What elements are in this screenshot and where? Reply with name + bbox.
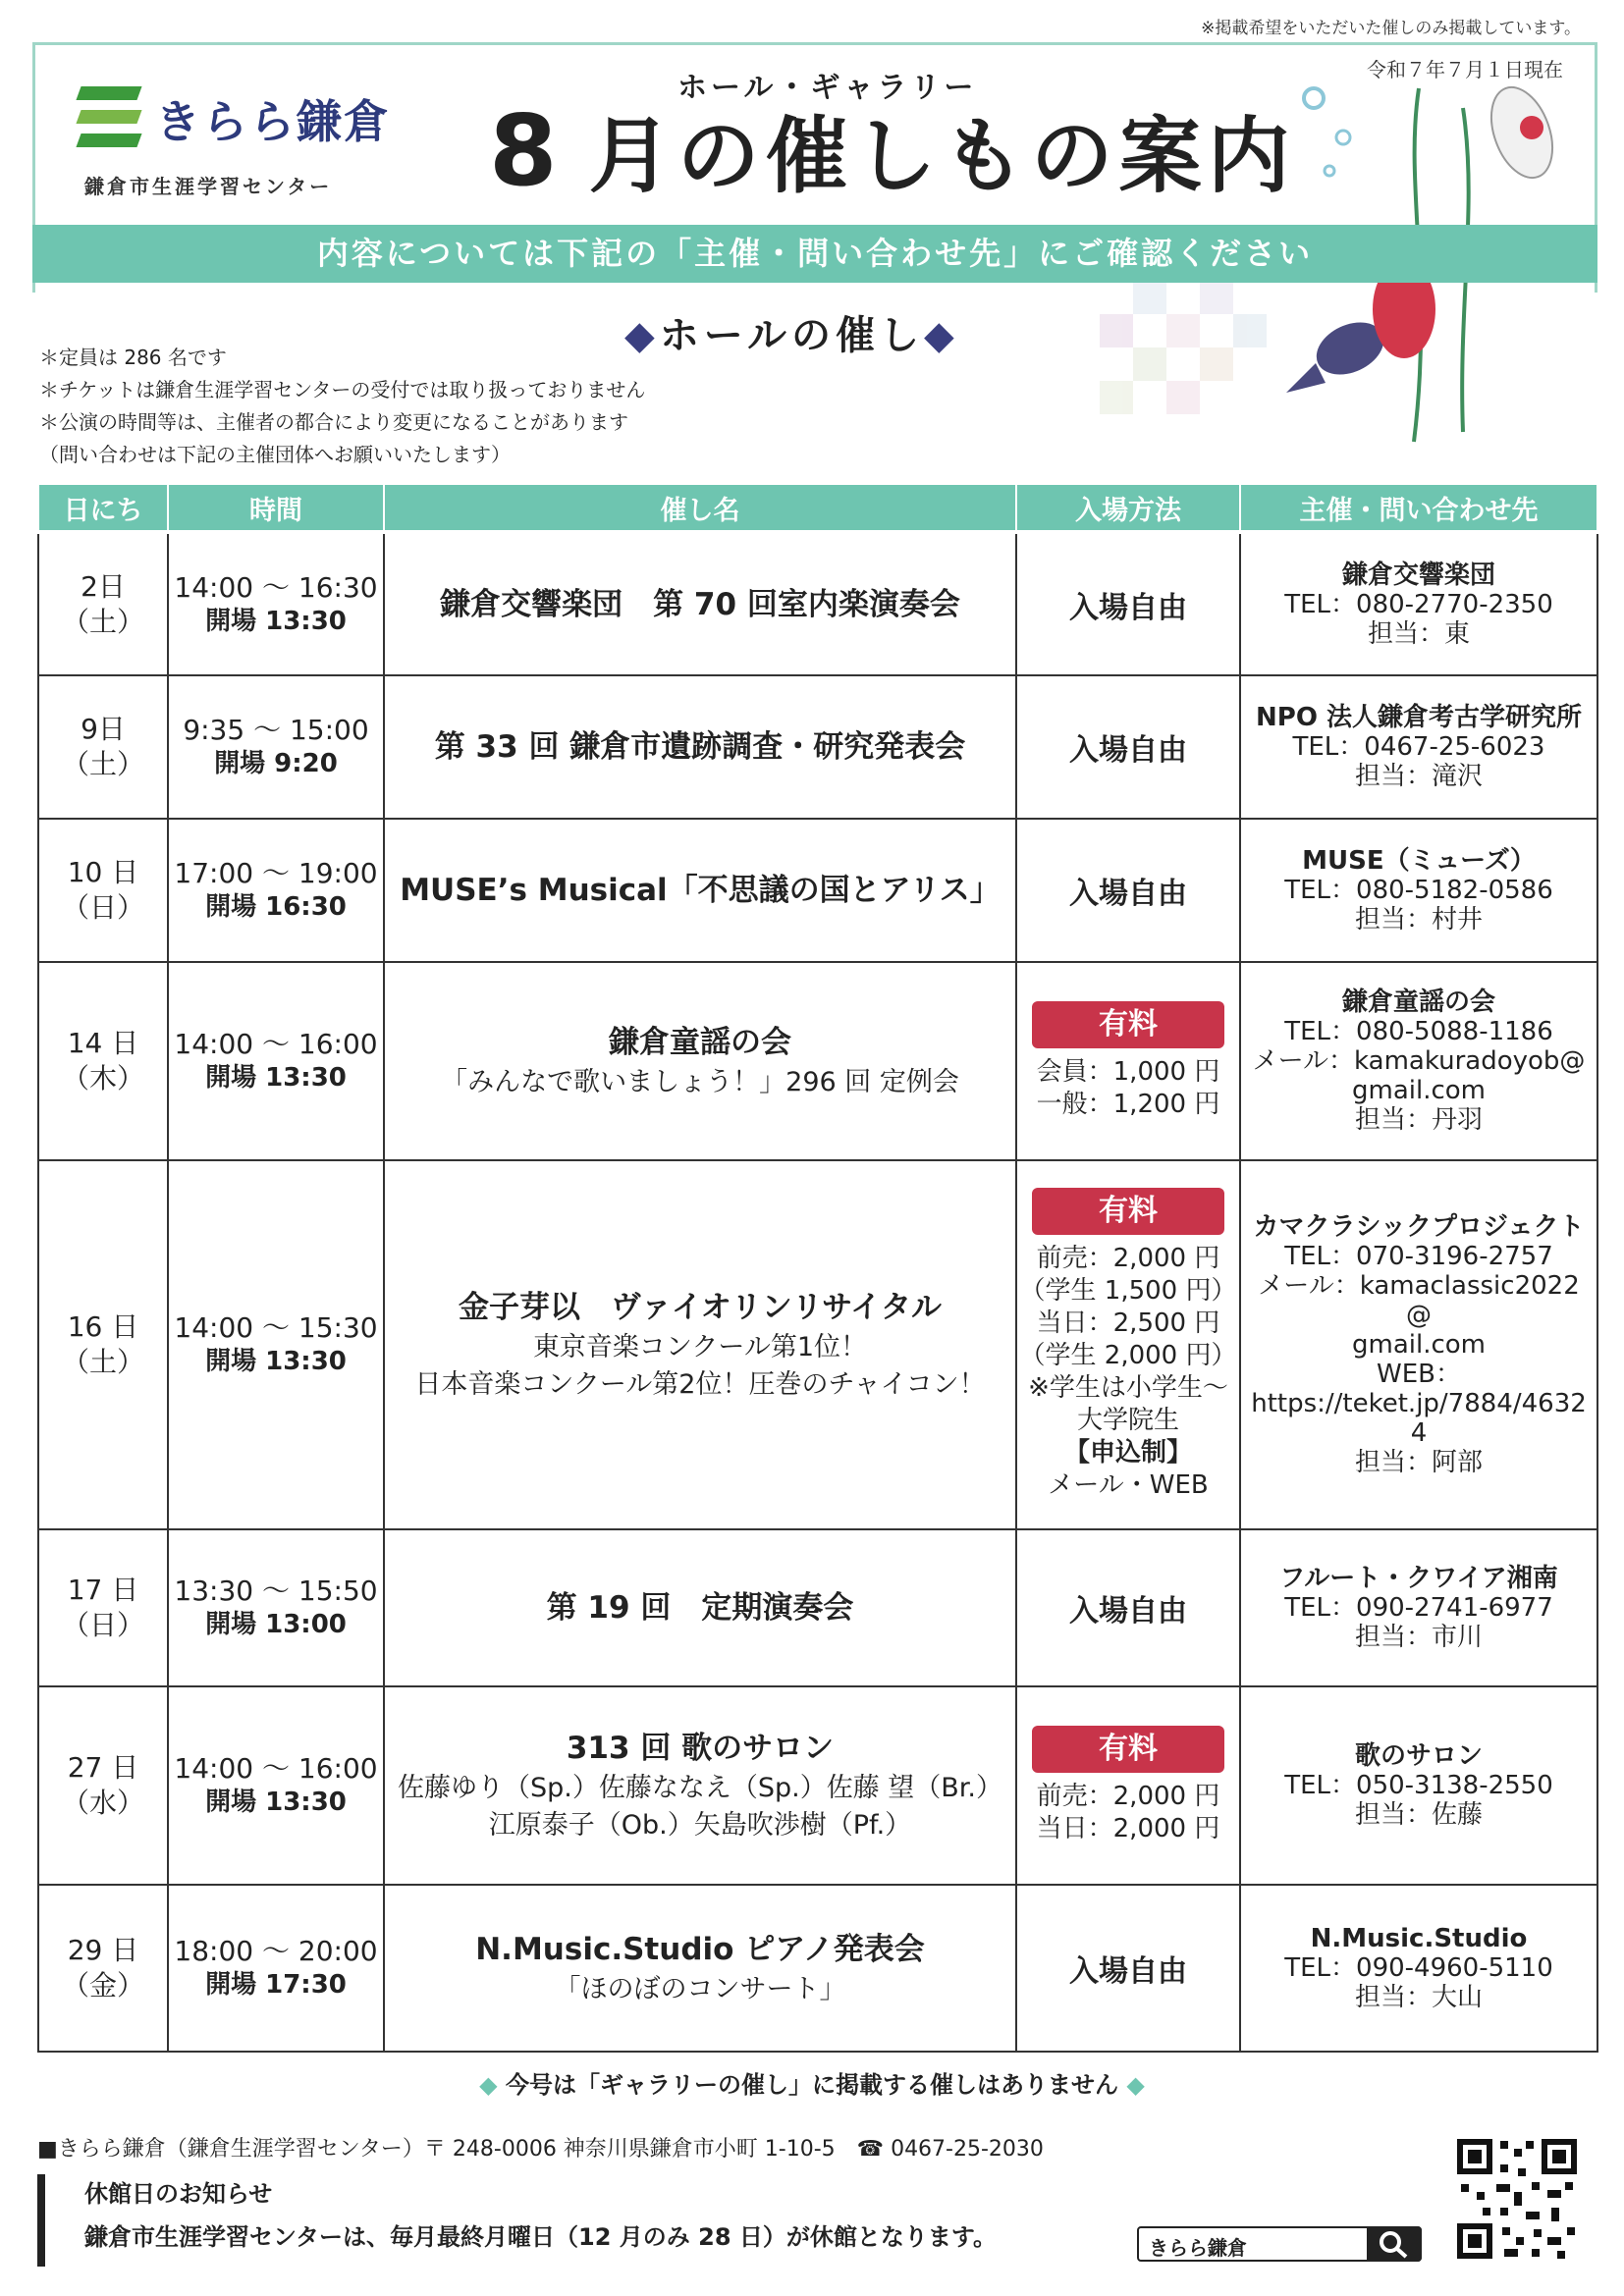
table-row	[38, 819, 1597, 962]
logo-mark-icon	[79, 86, 139, 147]
date-day: 14 日	[67, 1027, 139, 1059]
price-line: （学生 2,000 円）	[1019, 1341, 1237, 1370]
price-line: 一般：1,200 円	[1036, 1090, 1220, 1119]
price-line: ※学生は小学生～	[1028, 1373, 1228, 1403]
events-table	[37, 485, 1598, 2053]
table-row	[38, 962, 1597, 1160]
organizer-contact: TEL：090-4960-5110	[1284, 1953, 1553, 1983]
event-title: 第 19 回 定期演奏会	[546, 1590, 854, 1626]
date-cell	[38, 1686, 168, 1885]
organizer-contact: TEL：070-3196-2757	[1284, 1242, 1553, 1271]
time-cell	[168, 675, 384, 819]
doors-open-time: 開場 13:30	[205, 606, 347, 636]
date-weekday: （日）	[61, 1609, 144, 1641]
note-item: ＊公演の時間等は、主催者の都合により変更になることがあります	[39, 410, 628, 434]
organizer-contact: 担当：村井	[1354, 905, 1483, 934]
organizer-name: MUSE（ミューズ）	[1302, 846, 1536, 876]
event-title: 鎌倉童謡の会	[609, 1025, 791, 1060]
search-box	[1137, 2226, 1422, 2262]
organizer-contact: 担当：大山	[1354, 1983, 1483, 2012]
organizer-contact: TEL：0467-25-6023	[1292, 732, 1545, 762]
closed-days-title: 休館日のお知らせ	[84, 2180, 273, 2208]
paid-badge: 有料	[1032, 1001, 1224, 1048]
column-header-time: 時間	[168, 485, 384, 532]
organizer-contact: 担当：阿部	[1354, 1448, 1483, 1477]
organizer-name: N.Music.Studio	[1310, 1924, 1528, 1953]
table-header-row	[38, 485, 1597, 532]
time-range: 18:00 ～ 20:00	[174, 1935, 378, 1967]
admission-cell	[1016, 962, 1240, 1160]
qr-code	[1453, 2135, 1581, 2263]
free-admission: 入場自由	[1069, 590, 1187, 625]
organizer-contact: 担当：滝沢	[1354, 762, 1483, 791]
event-title: N.Music.Studio ピアノ発表会	[475, 1932, 925, 1967]
event-subtitle: 「ほのぼのコンサート」	[554, 1974, 846, 2004]
organizer-name: NPO 法人鎌倉考古学研究所	[1256, 703, 1582, 732]
doors-open-time: 開場 13:00	[205, 1610, 347, 1639]
organizer-cell	[1240, 675, 1597, 819]
closed-days-notice	[37, 2174, 1068, 2267]
admission-cell	[1016, 1686, 1240, 1885]
event-title: 第 33 回 鎌倉市遺跡調査・研究発表会	[434, 729, 966, 765]
organizer-cell	[1240, 962, 1597, 1160]
event-subtitle: 江原泰子（Ob.）矢島吹渉樹（Pf.）	[488, 1810, 912, 1841]
admission-cell	[1016, 532, 1240, 675]
date-weekday: （日）	[61, 891, 144, 924]
doors-open-time: 開場 16:30	[205, 892, 347, 922]
organizer-name: 歌のサロン	[1354, 1741, 1483, 1771]
organizer-contact: 担当：市川	[1354, 1623, 1483, 1652]
organizer-contact: gmail.com	[1351, 1330, 1486, 1360]
column-header-event: 催し名	[384, 485, 1016, 532]
date-day: 2日	[81, 569, 126, 603]
organizer-name: 鎌倉交響楽団	[1341, 560, 1495, 590]
page-title-month: 8	[489, 93, 564, 208]
event-title: 313 回 歌のサロン	[566, 1731, 835, 1766]
admission-cell	[1016, 675, 1240, 819]
organizer-contact: WEB：	[1377, 1360, 1461, 1389]
date-cell	[38, 962, 168, 1160]
event-cell	[384, 1529, 1016, 1686]
organizer-contact: TEL：050-3138-2550	[1284, 1771, 1553, 1800]
price-line: 当日：2,500 円	[1036, 1308, 1220, 1338]
price-line: （学生 1,500 円）	[1019, 1276, 1237, 1306]
time-cell	[168, 1160, 384, 1529]
time-range: 14:00 ～ 16:30	[174, 570, 378, 604]
price-line: 前売：2,000 円	[1036, 1244, 1220, 1273]
notes	[39, 342, 645, 471]
doors-open-time: 開場 17:30	[205, 1970, 347, 2000]
date-day: 27 日	[67, 1751, 139, 1784]
no-gallery-notice: ◆ 今号は「ギャラリーの催し」に掲載する催しはありません ◆	[479, 2071, 1145, 2099]
closed-days-text: 鎌倉市生涯学習センターは、毎月最終月曜日（12 月のみ 28 日）が休館となります。	[84, 2223, 997, 2251]
event-cell	[384, 962, 1016, 1160]
organizer-cell	[1240, 1885, 1597, 2052]
logo-subtitle: 鎌倉市生涯学習センター	[84, 175, 333, 198]
time-range: 17:00 ～ 19:00	[174, 857, 378, 889]
time-range: 9:35 ～ 15:00	[183, 714, 369, 746]
time-range: 14:00 ～ 16:00	[174, 1752, 378, 1785]
date-weekday: （土）	[61, 748, 144, 780]
table-row	[38, 1529, 1597, 1686]
date-day: 10 日	[67, 856, 139, 888]
organizer-name: フルート・クワイア湘南	[1279, 1564, 1558, 1593]
top-note: ※掲載希望をいただいた催しのみ掲載しています。	[1201, 19, 1581, 38]
table-row	[38, 1160, 1597, 1529]
event-subtitle: 佐藤ゆり（Sp.）佐藤ななえ（Sp.）佐藤 望（Br.）	[397, 1773, 1003, 1803]
date-day: 29 日	[67, 1934, 139, 1966]
logo	[79, 86, 391, 198]
column-header-admission: 入場方法	[1016, 485, 1240, 532]
table-row	[38, 1686, 1597, 1885]
date-weekday: （金）	[61, 1969, 144, 2002]
event-cell	[384, 1160, 1016, 1529]
date-cell	[38, 1160, 168, 1529]
date-day: 17 日	[67, 1574, 139, 1606]
organizer-contact: TEL：080-2770-2350	[1284, 589, 1553, 619]
section-title-text: ホールの催し	[659, 313, 924, 358]
date-day: 16 日	[67, 1310, 139, 1343]
no-gallery-text: 今号は「ギャラリーの催し」に掲載する催しはありません	[506, 2071, 1118, 2099]
free-admission: 入場自由	[1069, 733, 1187, 768]
date-weekday: （土）	[61, 1346, 144, 1378]
organizer-contact: https://teket.jp/7884/46324	[1251, 1389, 1587, 1448]
doors-open-time: 開場 13:30	[205, 1788, 347, 1817]
price-line: メール・WEB	[1048, 1470, 1209, 1500]
note-item: ＊定員は 286 名です	[39, 346, 227, 369]
address: ■きらら鎌倉（鎌倉生涯学習センター）〒 248-0006 神奈川県鎌倉市小町 1-10-5 ☎ 0467-25-2030	[37, 2137, 1044, 2162]
organizer-cell	[1240, 1160, 1597, 1529]
column-header-date: 日にち	[38, 485, 168, 532]
price-line: 会員：1,000 円	[1036, 1057, 1220, 1087]
as-of-date: 令和７年７月１日現在	[1367, 58, 1563, 81]
price-line: 大学院生	[1076, 1406, 1179, 1435]
organizer-cell	[1240, 532, 1597, 675]
search-icon	[1367, 2226, 1422, 2262]
organizer-contact: 担当：佐藤	[1354, 1800, 1483, 1830]
column-header-organizer: 主催・問い合わせ先	[1240, 485, 1597, 532]
logo-name: きらら鎌倉	[155, 95, 391, 148]
organizer-contact: 担当：東	[1367, 618, 1470, 649]
time-cell	[168, 1885, 384, 2052]
section-title: ◆ホールの催し◆	[624, 313, 959, 358]
organizer-name: カマクラシックプロジェクト	[1253, 1212, 1585, 1242]
table-row	[38, 1885, 1597, 2052]
table-row	[38, 532, 1597, 675]
free-admission: 入場自由	[1069, 877, 1187, 911]
admission-cell	[1016, 819, 1240, 962]
contact-notice-band: 内容については下記の「主催・問い合わせ先」にご確認ください	[32, 225, 1597, 283]
date-cell	[38, 819, 168, 962]
event-cell	[384, 1885, 1016, 2052]
search-label: きらら鎌倉	[1149, 2236, 1247, 2260]
time-cell	[168, 532, 384, 675]
organizer-contact: gmail.com	[1351, 1076, 1486, 1105]
time-range: 14:00 ～ 16:00	[174, 1028, 378, 1060]
free-admission: 入場自由	[1069, 1594, 1187, 1629]
organizer-contact: 担当：丹羽	[1354, 1105, 1483, 1135]
date-cell	[38, 1885, 168, 2052]
admission-cell	[1016, 1160, 1240, 1529]
time-cell	[168, 1686, 384, 1885]
organizer-cell	[1240, 819, 1597, 962]
date-weekday: （土）	[61, 605, 144, 638]
organizer-contact: TEL：090-2741-6977	[1284, 1593, 1553, 1623]
admission-cell	[1016, 1885, 1240, 2052]
admission-cell	[1016, 1529, 1240, 1686]
time-cell	[168, 819, 384, 962]
page-title-rest: 月の催しもの案内	[588, 108, 1296, 204]
date-cell	[38, 675, 168, 819]
price-line: 前売：2,000 円	[1036, 1782, 1220, 1811]
organizer-contact: メール：kamakuradoyob@	[1252, 1046, 1586, 1076]
header-kicker: ホール・ギャラリー	[677, 71, 978, 105]
free-admission: 入場自由	[1069, 1954, 1187, 1989]
doors-open-time: 開場 9:20	[214, 749, 338, 778]
event-subtitle: 東京音楽コンクール第1位！	[532, 1332, 868, 1362]
price-line: 当日：2,000 円	[1036, 1814, 1220, 1843]
table-row	[38, 675, 1597, 819]
paid-badge: 有料	[1032, 1188, 1224, 1235]
note-item: ＊チケットは鎌倉生涯学習センターの受付では取り扱っておりません	[39, 378, 646, 401]
note-item: （問い合わせは下記の主催団体へお願いいたします）	[39, 443, 511, 466]
event-title: MUSE’s Musical「不思議の国とアリス」	[400, 873, 1001, 908]
event-cell	[384, 675, 1016, 819]
time-cell	[168, 1529, 384, 1686]
organizer-contact: メール：kamaclassic2022@	[1258, 1271, 1580, 1330]
date-cell	[38, 1529, 168, 1686]
organizer-contact: TEL：080-5088-1186	[1284, 1017, 1553, 1046]
time-range: 14:00 ～ 15:30	[174, 1311, 378, 1344]
paid-badge: 有料	[1032, 1726, 1224, 1773]
time-range: 13:30 ～ 15:50	[174, 1575, 378, 1607]
event-cell	[384, 532, 1016, 675]
event-subtitle: 「みんなで歌いましょう！」296 回 定例会	[441, 1067, 959, 1097]
event-cell	[384, 1686, 1016, 1885]
doors-open-time: 開場 13:30	[205, 1063, 347, 1093]
date-weekday: （水）	[61, 1787, 144, 1819]
organizer-name: 鎌倉童謡の会	[1341, 988, 1495, 1017]
event-title: 鎌倉交響楽団 第 70 回室内楽演奏会	[440, 586, 960, 622]
doors-open-time: 開場 13:30	[205, 1347, 347, 1376]
organizer-cell	[1240, 1529, 1597, 1686]
event-subtitle: 日本音楽コンクール第2位！圧巻のチャイコン！	[414, 1369, 986, 1400]
organizer-cell	[1240, 1686, 1597, 1885]
date-weekday: （木）	[61, 1062, 144, 1095]
date-cell	[38, 532, 168, 675]
price-line: 【申込制】	[1063, 1438, 1192, 1468]
date-day: 9日	[81, 713, 126, 745]
event-cell	[384, 819, 1016, 962]
time-cell	[168, 962, 384, 1160]
event-title: 金子芽以 ヴァイオリンリサイタル	[459, 1290, 942, 1325]
organizer-contact: TEL：080-5182-0586	[1284, 876, 1553, 905]
